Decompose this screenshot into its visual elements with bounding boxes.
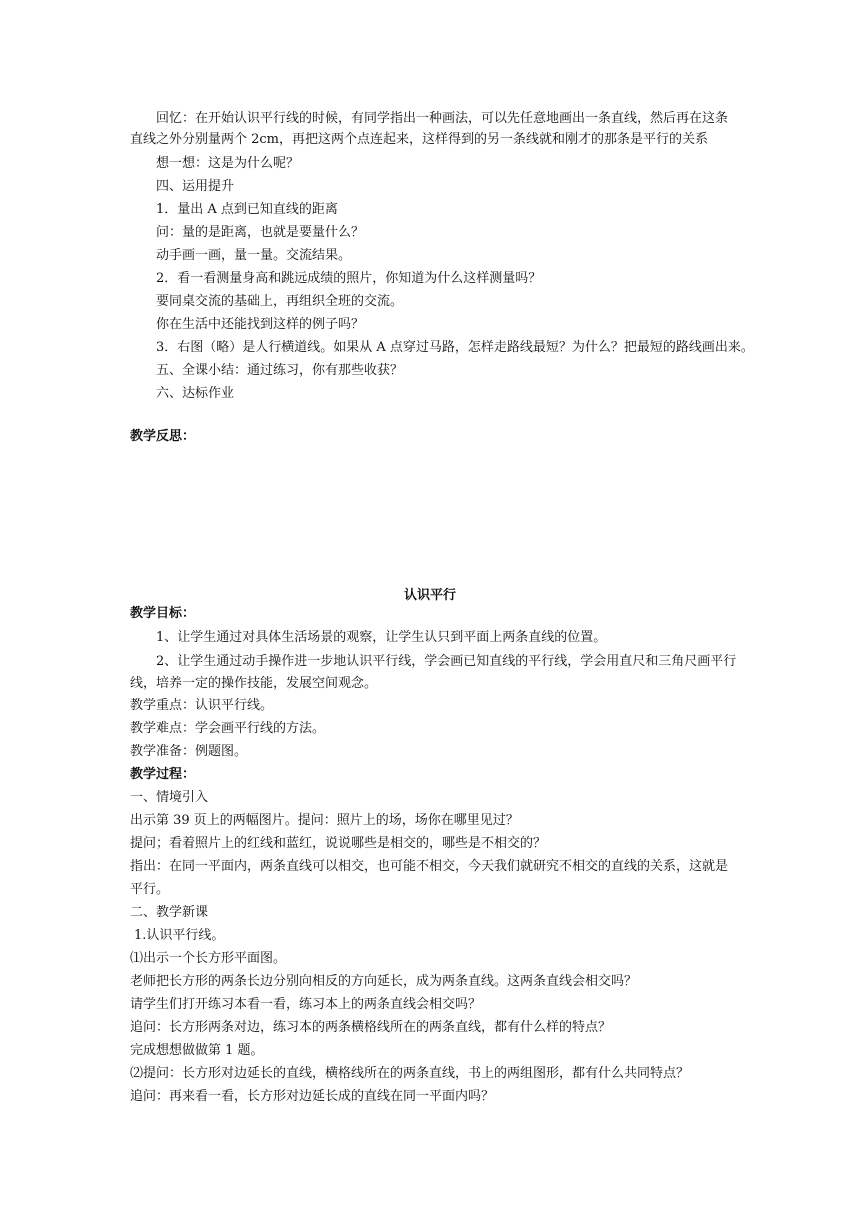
heading-homework: 六、达标作业 <box>156 386 235 401</box>
exercise: 完成想想做做第 1 题。 <box>130 1043 264 1058</box>
show-pictures: 出示第 39 页上的两幅图片。提问：照片上的场，场你在哪里见过？ <box>130 813 519 828</box>
heading-summary: 五、全课小结：通过练习，你有那些收获？ <box>156 363 404 378</box>
follow-up-2: 追问：再来看一看，长方形对边延长成的直线在同一平面内吗？ <box>130 1089 495 1104</box>
think-question: 想一想：这是为什么呢？ <box>156 156 300 171</box>
students-open: 请学生们打开练习本看一看，练习本上的两条直线会相交吗？ <box>130 997 482 1012</box>
heading-apply: 四、运用提升 <box>156 179 235 194</box>
examples-question: 你在生活中还能找到这样的例子吗？ <box>156 317 365 332</box>
preparation: 教学准备：例题图。 <box>130 744 248 759</box>
item-3: 3．右图（略）是人行横道线。如果从 A 点穿过马路，怎样走路线最短？为什么？把最短的路线画出来。 <box>156 340 754 355</box>
discuss: 要同桌交流的基础上，再组织全班的交流。 <box>156 294 404 309</box>
sub-1: 1.认识平行线。 <box>134 928 225 943</box>
recall-paragraph-line1: 回忆：在开始认识平行线的时候，有同学指出一种画法，可以先任意地画出一条直线，然后再在这条 <box>156 111 729 126</box>
item-2: 2．看一看测量身高和跳远成绩的照片，你知道为什么这样测量吗？ <box>156 271 542 286</box>
part-2-heading: 二、教学新课 <box>130 905 209 920</box>
question-1: 问：量的是距离，也就是要量什么？ <box>156 225 365 240</box>
ask-lines: 提问；看着照片上的红线和蓝红，说说哪些是相交的，哪些是不相交的？ <box>130 836 547 851</box>
lesson-title: 认识平行 <box>403 588 456 603</box>
point-out-line2: 平行。 <box>130 882 170 897</box>
goals-label: 教学目标： <box>130 606 196 621</box>
item-1: 1．量出 A 点到已知直线的距离 <box>156 202 338 217</box>
step-1: ⑴出示一个长方形平面图。 <box>130 951 287 966</box>
teacher-extend: 老师把长方形的两条长边分别向相反的方向延长，成为两条直线。这两条直线会相交吗？ <box>130 974 638 989</box>
teaching-reflection-label: 教学反思： <box>130 429 196 444</box>
goal-2-line1: 2、让学生通过动手操作进一步地认识平行线，学会画已知直线的平行线，学会用直尺和三角尺画平行 <box>156 654 737 669</box>
hands-on: 动手画一画，量一量。交流结果。 <box>156 248 352 263</box>
follow-up-1: 追问：长方形两条对边，练习本的两条横格线所在的两条直线，都有什么样的特点？ <box>130 1020 612 1035</box>
part-1-heading: 一、情境引入 <box>130 790 209 805</box>
difficulty: 教学难点：学会画平行线的方法。 <box>130 721 326 736</box>
key-point: 教学重点：认识平行线。 <box>130 698 274 713</box>
goal-2-line2: 线，培养一定的操作技能，发展空间观念。 <box>130 676 378 691</box>
point-out-line1: 指出：在同一平面内，两条直线可以相交，也可能不相交，今天我们就研究不相交的直线的关系，这就是 <box>130 859 729 874</box>
step-2: ⑵提问：长方形对边延长的直线，横格线所在的两条直线，书上的两组图形，都有什么共同特点？ <box>130 1066 690 1081</box>
process-label: 教学过程： <box>130 767 196 782</box>
goal-1: 1、让学生通过对具体生活场景的观察，让学生认只到平面上两条直线的位置。 <box>156 630 607 645</box>
recall-paragraph-line2: 直线之外分别量两个 2cm，再把这两个点连起来，这样得到的另一条线就和刚才的那条是平行的关系 <box>130 132 709 147</box>
